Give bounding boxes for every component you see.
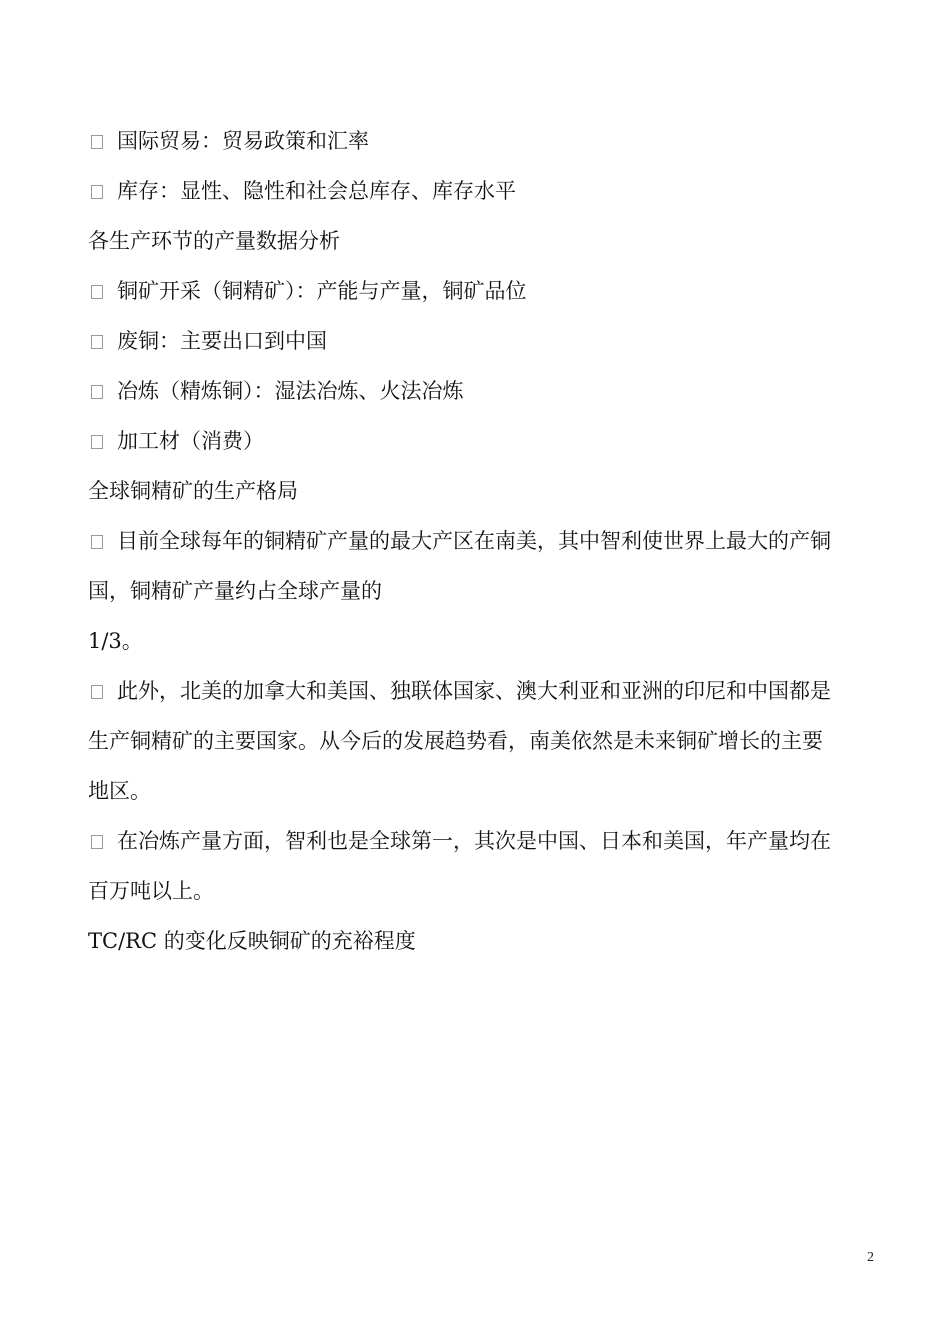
list-item (88, 266, 888, 316)
list-item (88, 316, 888, 366)
bullet-box-icon (91, 385, 103, 399)
list-item (88, 416, 888, 466)
paragraph-line (88, 766, 888, 816)
bullet-box-icon (91, 535, 103, 549)
line-text: 1/3。 (88, 629, 143, 653)
line-text: 生产铜精矿的主要国家。从今后的发展趋势看，南美依然是未来铜矿增长的主要 (88, 729, 823, 753)
line-text: 国，铜精矿产量约占全球产量的 (88, 579, 382, 603)
line-text: TC/RC 的变化反映铜矿的充裕程度 (88, 929, 416, 953)
line-text: 冶炼（精炼铜）：湿法冶炼、火法冶炼 (117, 379, 464, 403)
section-heading (88, 466, 888, 516)
list-item (88, 516, 888, 566)
line-text: 在冶炼产量方面，智利也是全球第一，其次是中国、日本和美国，年产量均在 (117, 829, 831, 853)
bullet-box-icon (91, 835, 103, 849)
section-heading (88, 216, 888, 266)
list-item (88, 816, 888, 866)
bullet-box-icon (91, 435, 103, 449)
line-text: 铜矿开采（铜精矿）：产能与产量，铜矿品位 (117, 279, 527, 303)
line-text: 目前全球每年的铜精矿产量的最大产区在南美，其中智利使世界上最大的产铜 (117, 529, 831, 553)
paragraph-line (88, 866, 888, 916)
paragraph-line (88, 566, 888, 616)
line-text: 各生产环节的产量数据分析 (88, 229, 340, 253)
line-text: 库存：显性、隐性和社会总库存、库存水平 (117, 179, 516, 203)
bullet-box-icon (91, 335, 103, 349)
list-item (88, 666, 888, 716)
section-heading (88, 916, 888, 966)
bullet-box-icon (91, 685, 103, 699)
list-item (88, 116, 888, 166)
list-item (88, 166, 888, 216)
paragraph-line (88, 616, 888, 666)
bullet-box-icon (91, 185, 103, 199)
line-text: 加工材（消费） (117, 429, 264, 453)
document-body (88, 116, 888, 966)
line-text: 全球铜精矿的生产格局 (88, 479, 298, 503)
bullet-box-icon (91, 135, 103, 149)
line-text: 百万吨以上。 (88, 879, 214, 903)
line-text: 废铜：主要出口到中国 (117, 329, 327, 353)
line-text: 国际贸易：贸易政策和汇率 (117, 129, 369, 153)
list-item (88, 366, 888, 416)
line-text: 地区。 (88, 779, 151, 803)
page-number: 2 (867, 1250, 874, 1265)
paragraph-line (88, 716, 888, 766)
bullet-box-icon (91, 285, 103, 299)
line-text: 此外，北美的加拿大和美国、独联体国家、澳大利亚和亚洲的印尼和中国都是 (117, 679, 831, 703)
